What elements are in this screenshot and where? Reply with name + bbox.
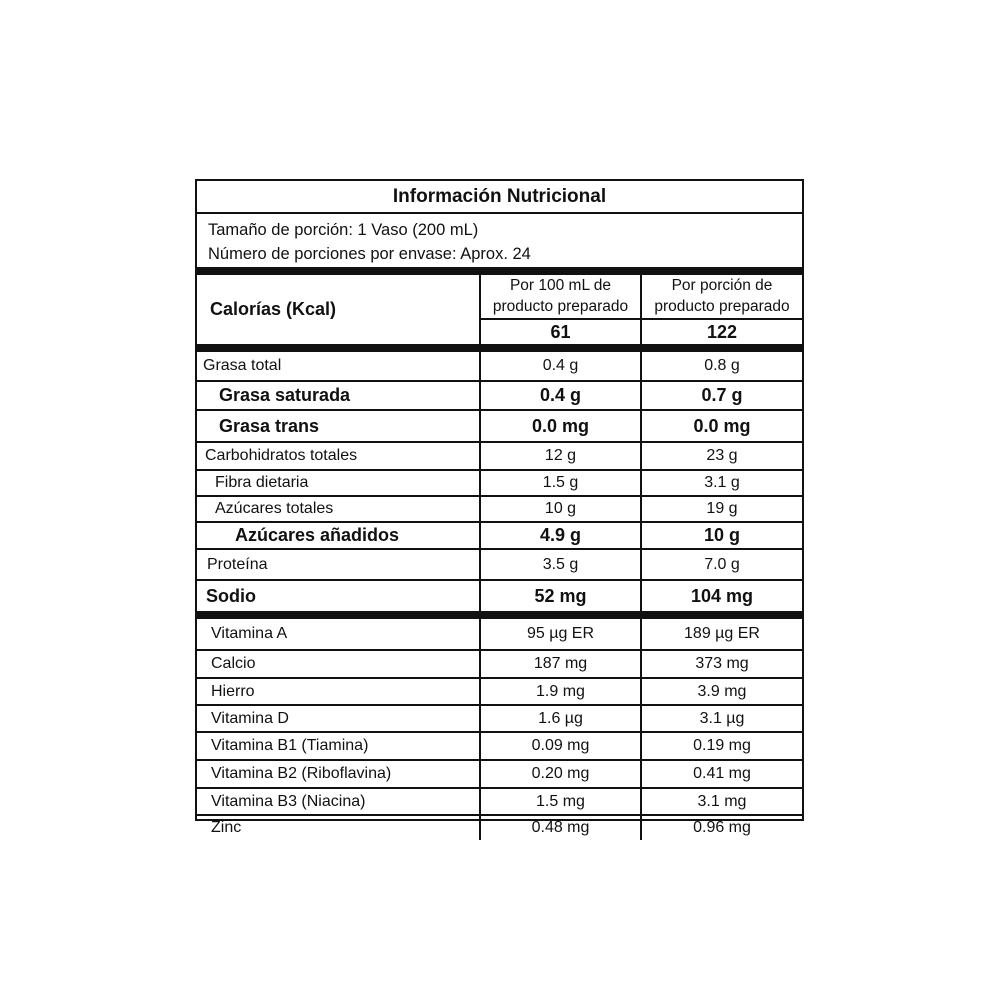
nutrient-name: Grasa trans	[219, 415, 320, 436]
nutrient-name: Fibra dietaria	[215, 474, 309, 491]
thick-divider	[197, 344, 802, 352]
thick-divider	[197, 611, 802, 619]
nutrient-row	[197, 521, 802, 548]
micronutrient-per100-value: 1.5 mg	[479, 789, 640, 814]
nutrient-row	[197, 469, 802, 495]
nutrient-per100-value: 0.0 mg	[479, 411, 640, 441]
micronutrient-perserving-value: 373 mg	[640, 651, 802, 677]
nutrient-row	[197, 352, 802, 380]
micronutrient-row	[197, 704, 802, 731]
micronutrient-perserving-value: 3.1 mg	[640, 789, 802, 814]
nutrient-row	[197, 441, 802, 469]
micronutrient-per100-value: 0.48 mg	[479, 816, 640, 840]
nutrient-name: Carbohidratos totales	[205, 447, 358, 464]
micronutrient-name: Vitamina B1 (Tiamina)	[211, 737, 369, 754]
micronutrient-row	[197, 759, 802, 787]
nutrient-perserving-value: 7.0 g	[640, 550, 802, 579]
micronutrient-perserving-value: 0.19 mg	[640, 733, 802, 759]
nutrient-per100-value: 3.5 g	[479, 550, 640, 579]
nutrient-name: Sodio	[206, 585, 256, 606]
nutrient-per100-value: 0.4 g	[479, 352, 640, 380]
micronutrient-name: Vitamina A	[211, 625, 288, 642]
nutrient-per100-value: 52 mg	[479, 581, 640, 611]
micronutrient-per100-value: 187 mg	[479, 651, 640, 677]
micronutrient-per100-value: 1.9 mg	[479, 679, 640, 704]
nutrient-perserving-value: 19 g	[640, 497, 802, 521]
nutrient-row	[197, 579, 802, 611]
serving-size: Tamaño de porción: 1 Vaso (200 mL)	[208, 221, 479, 239]
nutrient-name: Grasa total	[203, 357, 282, 374]
micronutrient-per100-value: 0.09 mg	[479, 733, 640, 759]
micronutrient-rows	[197, 619, 802, 840]
micronutrient-name: Hierro	[211, 682, 255, 700]
nutrient-row	[197, 409, 802, 441]
nutrition-facts-table	[195, 179, 804, 836]
serving-info	[197, 214, 802, 267]
nutrient-row	[197, 548, 802, 579]
calories-per100: 61	[550, 322, 571, 342]
nutrient-perserving-value: 0.8 g	[640, 352, 802, 380]
micronutrient-row	[197, 814, 802, 840]
nutrient-perserving-value: 0.0 mg	[640, 411, 802, 441]
micronutrient-row	[197, 677, 802, 704]
micronutrient-per100-value: 95 µg ER	[479, 619, 640, 649]
micronutrient-per100-value: 1.6 µg	[479, 706, 640, 731]
perserving-header	[642, 275, 802, 320]
micronutrient-per100-value: 0.20 mg	[479, 761, 640, 787]
nutrient-row	[197, 495, 802, 521]
nutrient-name: Azúcares añadidos	[235, 525, 400, 545]
perserving-column	[640, 275, 802, 344]
perserving-header-line1: Por porción de	[671, 277, 773, 294]
micronutrient-row	[197, 731, 802, 759]
table-title: Información Nutricional	[197, 181, 802, 214]
micronutrient-perserving-value: 3.9 mg	[640, 679, 802, 704]
per100-column	[479, 275, 640, 344]
nutrient-rows	[197, 352, 802, 611]
nutrient-perserving-value: 104 mg	[640, 581, 802, 611]
per100-header-line1: Por 100 mL de	[509, 277, 612, 294]
nutrient-name: Grasa saturada	[219, 385, 351, 405]
thick-divider	[197, 267, 802, 275]
perserving-header-line2: producto preparado	[654, 298, 790, 315]
micronutrient-name: Calcio	[211, 655, 256, 672]
nutrient-row	[197, 380, 802, 409]
servings-per-container: Número de porciones por envase: Aprox. 24	[208, 245, 531, 263]
nutrient-perserving-value: 3.1 g	[640, 471, 802, 495]
per100-header	[481, 275, 640, 320]
micronutrient-perserving-value: 189 µg ER	[640, 619, 802, 649]
calories-label: Calorías (Kcal)	[210, 299, 337, 319]
per100-header-line2: producto preparado	[492, 298, 629, 315]
calories-row	[197, 275, 802, 344]
micronutrient-row	[197, 619, 802, 649]
nutrient-perserving-value: 0.7 g	[640, 382, 802, 409]
micronutrient-perserving-value: 0.41 mg	[640, 761, 802, 787]
micronutrient-name: Vitamina D	[211, 709, 289, 727]
nutrient-per100-value: 1.5 g	[479, 471, 640, 495]
calories-perserving: 122	[706, 322, 738, 342]
nutrient-name: Proteína	[207, 555, 268, 573]
nutrient-perserving-value: 23 g	[640, 443, 802, 469]
micronutrient-perserving-value: 0.96 mg	[640, 816, 802, 840]
micronutrient-row	[197, 649, 802, 677]
micronutrient-name: Vitamina B3 (Niacina)	[211, 792, 366, 810]
nutrient-perserving-value: 10 g	[640, 523, 802, 548]
nutrient-per100-value: 0.4 g	[479, 382, 640, 409]
micronutrient-name: Zinc	[211, 819, 242, 836]
micronutrient-name: Vitamina B2 (Riboflavina)	[211, 765, 392, 782]
nutrient-per100-value: 10 g	[479, 497, 640, 521]
micronutrient-row	[197, 787, 802, 814]
nutrient-per100-value: 12 g	[479, 443, 640, 469]
nutrient-name: Azúcares totales	[215, 500, 334, 517]
micronutrient-perserving-value: 3.1 µg	[640, 706, 802, 731]
nutrient-per100-value: 4.9 g	[479, 523, 640, 548]
